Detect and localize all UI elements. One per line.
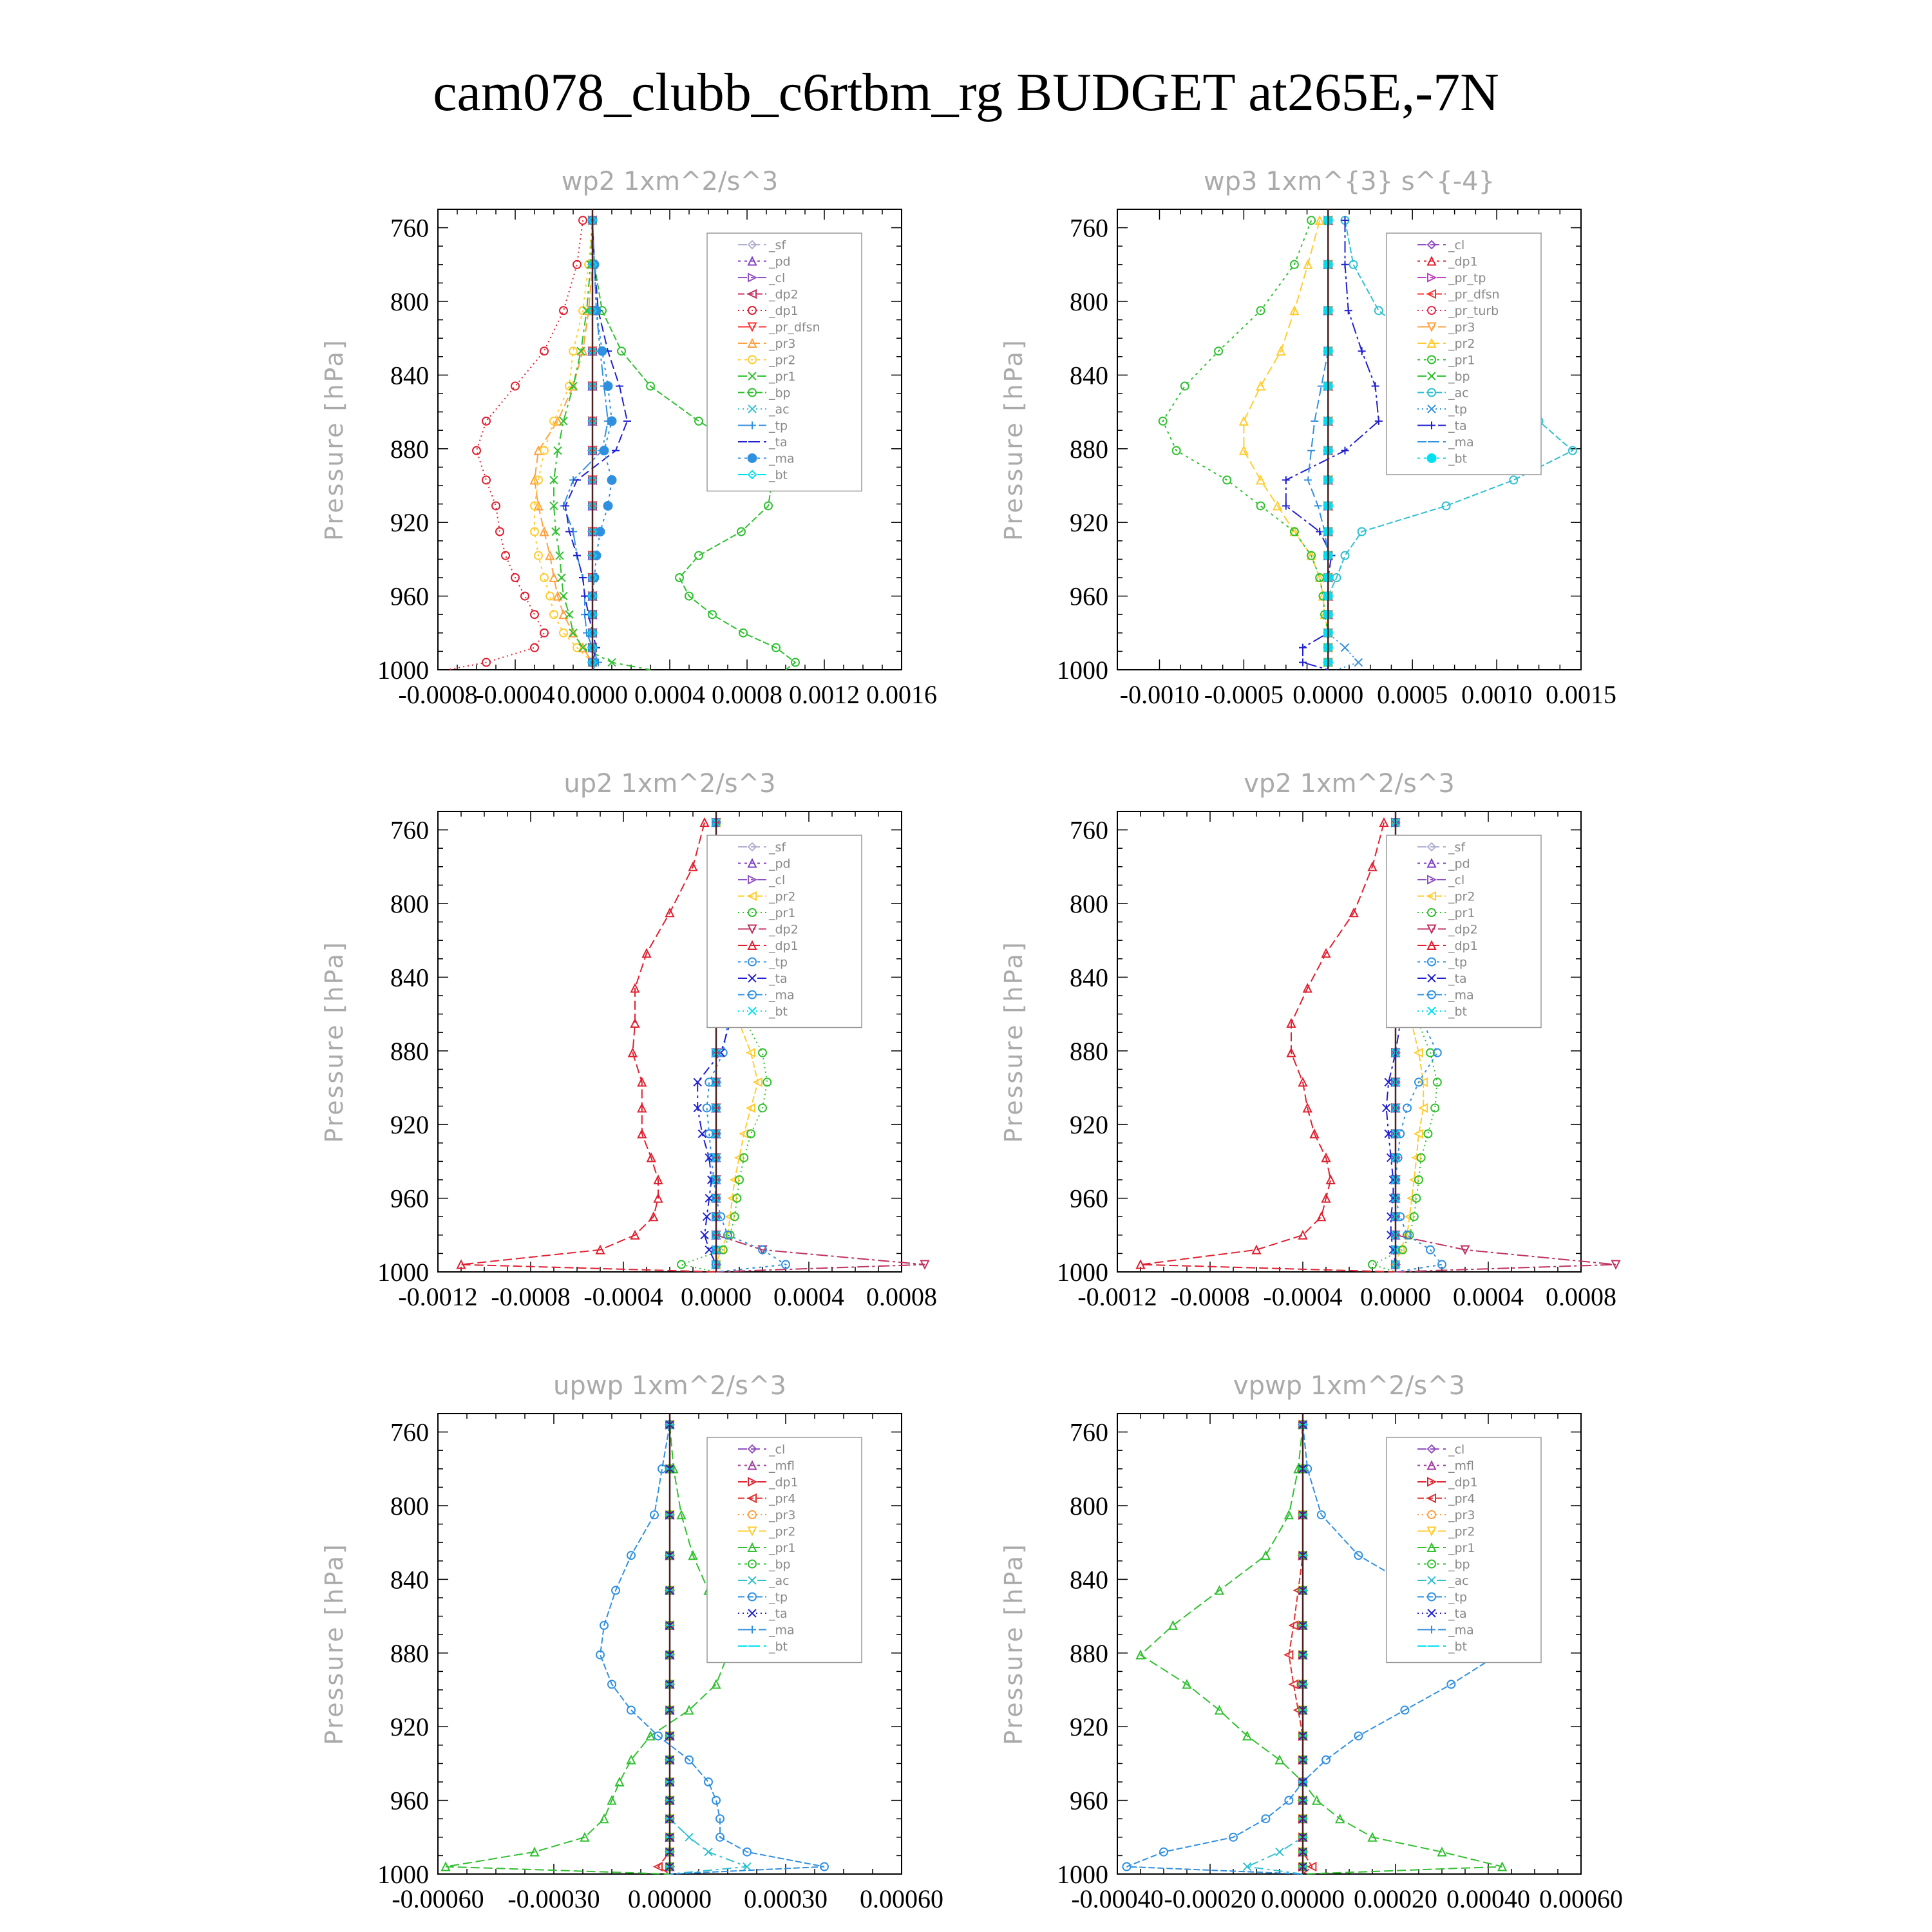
data-point (607, 417, 616, 426)
series-line (461, 822, 716, 1272)
y-tick-label: 920 (390, 508, 429, 538)
legend-label: _cl (1448, 1443, 1465, 1457)
legend-label: _pr_turb (1448, 304, 1499, 318)
legend-label: _bp (769, 1557, 791, 1572)
legend-label: _mfl (769, 1459, 795, 1473)
x-tick-label: -0.0008 (398, 680, 478, 709)
legend-label: _pr3 (769, 337, 796, 351)
legend (1387, 835, 1541, 1028)
data-point (1240, 417, 1247, 425)
legend-label: _ma (1448, 435, 1474, 450)
data-point (531, 644, 538, 652)
series-dp1 (1137, 819, 1396, 1272)
data-point (695, 552, 703, 560)
legend-label: _pr3 (769, 1508, 796, 1522)
series-line (1308, 220, 1328, 670)
legend-label: _dp1 (1448, 939, 1478, 953)
data-point (1318, 1213, 1325, 1220)
y-tick-label: 840 (390, 963, 429, 992)
y-tick-label: 760 (1070, 1417, 1108, 1447)
data-point (1354, 659, 1362, 667)
series-ta (562, 220, 631, 670)
y-tick-label: 1000 (1057, 1860, 1108, 1889)
chart-panel-3 (999, 769, 1620, 1311)
legend-label: _tp (769, 1590, 788, 1605)
data-point (1276, 1848, 1283, 1856)
legend-label: _pr3 (1448, 1508, 1475, 1522)
series-pr3 (531, 216, 596, 670)
data-point (1443, 502, 1450, 509)
data-point (1181, 383, 1189, 390)
y-tick-label: 760 (390, 815, 429, 845)
x-tick-label: -0.00030 (507, 1884, 600, 1913)
data-point (1299, 644, 1307, 652)
data-point (1372, 383, 1379, 390)
series-pr1 (442, 1421, 732, 1874)
figure-title: cam078_clubb_c6rtbm_rg BUDGET at265E,-7N (433, 62, 1499, 122)
y-tick-label: 880 (1070, 434, 1108, 464)
data-point (1307, 216, 1315, 224)
data-point (1262, 1551, 1269, 1559)
data-point (701, 1231, 708, 1239)
x-tick-label: 0.00020 (1354, 1884, 1437, 1913)
data-point (531, 611, 538, 618)
series-line (1141, 822, 1396, 1272)
y-tick-label: 960 (390, 1786, 429, 1815)
series-line (1286, 220, 1379, 670)
data-point (560, 307, 567, 314)
data-point (677, 1261, 685, 1269)
data-point (603, 501, 612, 510)
legend-label: _ta (1448, 419, 1467, 433)
data-point (712, 1680, 720, 1688)
y-axis-label: Pressure [hPa] (320, 940, 348, 1143)
data-point (703, 1104, 711, 1112)
x-tick-label: -0.00040 (1071, 1884, 1164, 1913)
legend-label: _bt (1448, 451, 1468, 466)
data-point (1253, 1246, 1260, 1254)
y-tick-label: 760 (390, 1417, 429, 1447)
legend-label: _pr_dfsn (1448, 287, 1500, 302)
y-tick-label: 920 (390, 1712, 429, 1742)
y-tick-label: 920 (1070, 508, 1108, 538)
y-tick-label: 960 (390, 582, 429, 611)
legend-label: _ac (769, 1574, 790, 1588)
data-point (1341, 261, 1349, 269)
data-point (705, 1778, 712, 1786)
legend-label: _ta (769, 972, 788, 986)
x-tick-label: -0.0008 (1170, 1282, 1250, 1311)
y-tick-label: 880 (390, 1638, 429, 1668)
y-tick-label: 800 (1070, 287, 1108, 316)
chart-panel-1 (999, 167, 1616, 709)
legend-label: _bt (1448, 1640, 1468, 1654)
series-line (1247, 1425, 1303, 1874)
data-point (550, 574, 558, 582)
legend-label: _sf (1448, 840, 1466, 855)
x-tick-label: -0.00020 (1164, 1884, 1256, 1913)
x-tick-label: 0.0004 (634, 680, 705, 709)
legend-label: _dp1 (769, 939, 799, 953)
legend-label: _bp (1448, 1557, 1470, 1572)
legend-label: _dp2 (769, 287, 799, 302)
legend-label: _bp (1448, 370, 1470, 384)
x-tick-label: -0.0010 (1119, 680, 1200, 709)
data-point (600, 1815, 608, 1823)
y-tick-label: 920 (1070, 1712, 1108, 1742)
series-line (535, 220, 592, 670)
series-line (658, 1425, 670, 1874)
x-tick-label: 0.0008 (712, 680, 782, 709)
data-point (1424, 1130, 1432, 1138)
legend-label: _cl (1448, 238, 1465, 252)
series-dp1 (457, 819, 716, 1272)
data-point (521, 592, 529, 600)
legend (707, 233, 862, 491)
data-point (1257, 502, 1265, 509)
data-point (1375, 307, 1383, 314)
x-tick-label: 0.0015 (1546, 680, 1616, 709)
legend-label: _bt (769, 1005, 788, 1019)
legend-label: _ma (769, 1623, 795, 1638)
x-tick-label: 0.0000 (1293, 680, 1364, 709)
y-tick-label: 1000 (377, 656, 429, 685)
series-dp1 (448, 216, 587, 670)
legend-label: _ma (1448, 988, 1474, 1003)
data-point (685, 1833, 693, 1841)
legend-label: _pr4 (1448, 1492, 1475, 1506)
x-tick-label: -0.00060 (392, 1884, 484, 1913)
y-tick-label: 1000 (1057, 1258, 1108, 1287)
y-tick-label: 800 (1070, 1492, 1108, 1520)
legend-label: _dp2 (769, 922, 799, 937)
legend-label: _pr1 (769, 906, 796, 920)
x-tick-label: -0.0005 (1204, 680, 1284, 709)
y-axis-label: Pressure [hPa] (320, 338, 348, 541)
legend-label: _pr1 (769, 370, 796, 384)
panel-title: wp3 1xm^{3} s^{-4} (1203, 167, 1495, 196)
chart-panel-5 (999, 1371, 1623, 1913)
panel-title: vp2 1xm^2/s^3 (1244, 769, 1455, 799)
legend (707, 1437, 862, 1663)
y-axis-label: Pressure [hPa] (999, 1542, 1028, 1745)
legend-label: _pr1 (1448, 353, 1475, 368)
legend-label: _ta (1448, 972, 1467, 986)
legend-label: _ta (769, 1607, 788, 1621)
y-tick-label: 960 (1070, 1786, 1108, 1815)
legend-label: _cl (769, 1443, 786, 1457)
x-tick-label: 0.00060 (1539, 1884, 1623, 1913)
x-tick-label: 0.0000 (557, 680, 628, 709)
data-point (1431, 1104, 1439, 1112)
x-tick-label: 0.00000 (628, 1884, 712, 1913)
legend-label: _sf (769, 238, 786, 252)
legend-label: _pr2 (1448, 337, 1475, 351)
y-tick-label: 1000 (377, 1258, 429, 1287)
chart-panel-2 (320, 769, 937, 1311)
data-point (1282, 476, 1290, 484)
data-point (1327, 1176, 1334, 1184)
legend-marker (748, 454, 757, 463)
data-point (1341, 552, 1349, 560)
x-tick-label: 0.00000 (1261, 1884, 1345, 1913)
x-tick-label: 0.0000 (681, 1282, 752, 1311)
data-point (482, 417, 490, 425)
x-tick-label: 0.0005 (1377, 680, 1448, 709)
legend-label: _bt (769, 1640, 788, 1654)
legend-label: _dp1 (769, 304, 799, 318)
x-tick-label: 0.0016 (866, 680, 937, 709)
data-point (607, 475, 616, 484)
x-tick-label: -0.0004 (1263, 1282, 1343, 1311)
data-point (1415, 1176, 1423, 1184)
x-tick-label: 0.0000 (1360, 1282, 1431, 1311)
data-point (579, 216, 587, 224)
data-point (558, 574, 565, 582)
data-point (560, 592, 567, 600)
data-point (496, 528, 504, 536)
legend-label: _pr2 (1448, 889, 1475, 904)
series-pr2 (1240, 216, 1332, 670)
legend-label: _dp1 (769, 1475, 799, 1490)
data-point (1417, 1154, 1425, 1162)
series-pr1 (550, 216, 650, 670)
data-point (1322, 1756, 1330, 1764)
legend-label: _cl (1448, 873, 1465, 887)
legend-label: _pr_tp (1448, 271, 1486, 285)
data-point (1299, 659, 1307, 667)
y-tick-label: 840 (1070, 1565, 1108, 1595)
legend-marker (1427, 454, 1436, 463)
data-point (1285, 1797, 1293, 1804)
legend-label: _cl (769, 873, 786, 887)
y-tick-label: 960 (1070, 582, 1108, 611)
legend-label: _pd (769, 254, 791, 269)
series-line (554, 220, 650, 670)
data-point (511, 383, 519, 390)
data-point (473, 447, 480, 455)
data-point (540, 629, 548, 637)
data-point (600, 446, 609, 455)
chart-panel-0 (320, 167, 937, 709)
series-pr1 (1159, 216, 1332, 670)
data-point (705, 1848, 712, 1856)
data-point (1341, 644, 1349, 652)
legend-label: _pd (769, 857, 791, 871)
x-tick-label: -0.0008 (491, 1282, 571, 1311)
x-tick-label: 0.00030 (744, 1884, 828, 1913)
legend-label: _ta (769, 435, 788, 450)
legend-label: _pr1 (769, 1541, 796, 1555)
y-tick-label: 800 (390, 287, 429, 316)
legend-label: _ma (769, 451, 795, 466)
legend-label: _sf (769, 840, 786, 855)
x-tick-label: -0.0004 (475, 680, 555, 709)
y-tick-label: 760 (1070, 815, 1108, 845)
y-tick-label: 1000 (377, 1860, 429, 1889)
data-point (616, 1778, 623, 1786)
data-point (676, 574, 683, 582)
data-point (759, 1049, 766, 1057)
data-point (1403, 1104, 1411, 1112)
data-point (540, 574, 548, 582)
y-tick-label: 800 (1070, 889, 1108, 918)
x-tick-label: 0.0010 (1461, 680, 1533, 709)
legend-label: _pd (1448, 857, 1470, 871)
legend-label: _pr2 (1448, 1524, 1475, 1539)
series-line (1328, 220, 1358, 670)
y-tick-label: 760 (1070, 213, 1108, 243)
x-tick-label: 0.00060 (860, 1884, 943, 1913)
legend-label: _ac (769, 402, 790, 417)
data-point (598, 346, 607, 355)
series-line (1244, 220, 1328, 670)
x-tick-label: 0.0004 (1453, 1282, 1524, 1311)
series-pr4 (1285, 1421, 1316, 1874)
legend-label: _dp1 (1448, 1475, 1478, 1490)
y-tick-label: 840 (390, 1565, 429, 1595)
legend (1387, 233, 1541, 475)
data-point (603, 382, 612, 391)
y-tick-label: 840 (1070, 963, 1108, 992)
y-axis-label: Pressure [hPa] (999, 338, 1028, 541)
series-line (1289, 1425, 1312, 1874)
data-point (1358, 347, 1366, 355)
legend-label: _tp (769, 419, 788, 433)
y-tick-label: 960 (1070, 1184, 1108, 1213)
data-point (577, 347, 585, 355)
legend-label: _tp (769, 955, 788, 970)
legend-label: _tp (1448, 1590, 1468, 1605)
y-axis-label: Pressure [hPa] (999, 940, 1028, 1143)
y-tick-label: 760 (390, 213, 429, 243)
legend-label: _pr4 (769, 1492, 796, 1506)
legend-label: _pr_dfsn (769, 320, 820, 335)
legend (1387, 1437, 1541, 1663)
legend-label: _ma (769, 988, 795, 1003)
y-tick-label: 1000 (1057, 656, 1108, 685)
legend-label: _pr3 (1448, 320, 1475, 335)
y-tick-label: 880 (1070, 1036, 1108, 1066)
legend-label: _pr1 (1448, 906, 1475, 920)
data-point (540, 347, 548, 355)
legend-label: _pr2 (769, 353, 796, 368)
series-line (535, 220, 592, 670)
series-tp (1324, 216, 1362, 670)
panel-title: up2 1xm^2/s^3 (564, 769, 776, 799)
panel-title: vpwp 1xm^2/s^3 (1233, 1371, 1466, 1401)
y-axis-label: Pressure [hPa] (320, 1542, 348, 1745)
legend-label: _ma (1448, 1623, 1474, 1638)
data-point (573, 261, 581, 269)
y-tick-label: 800 (390, 1492, 429, 1520)
chart-panel-4 (320, 1371, 943, 1913)
data-point (1345, 307, 1352, 314)
x-tick-label: 0.0012 (789, 680, 860, 709)
y-tick-label: 840 (1070, 361, 1108, 390)
series-ta (1282, 216, 1383, 670)
panel-title: upwp 1xm^2/s^3 (553, 1371, 786, 1401)
series-line (446, 1425, 728, 1874)
y-tick-label: 960 (390, 1184, 429, 1213)
y-tick-label: 920 (1070, 1110, 1108, 1140)
y-tick-label: 840 (390, 361, 429, 390)
data-point (482, 476, 490, 484)
legend-label: _ac (1448, 386, 1469, 401)
x-tick-label: 0.00040 (1446, 1884, 1530, 1913)
y-tick-label: 880 (390, 1036, 429, 1066)
legend-label: _dp2 (1448, 922, 1478, 937)
legend-label: _ac (1448, 1574, 1469, 1588)
legend-label: _bt (1448, 1005, 1468, 1019)
data-point (1510, 476, 1517, 484)
x-tick-label: 0.0008 (1546, 1282, 1616, 1311)
y-tick-label: 920 (390, 1110, 429, 1140)
x-tick-label: 0.0004 (773, 1282, 844, 1311)
series-ac (1244, 1421, 1307, 1874)
x-tick-label: -0.0012 (1077, 1282, 1157, 1311)
series-line (565, 220, 627, 670)
data-point (631, 1019, 639, 1027)
series-pr4 (654, 1421, 674, 1874)
legend-label: _pr1 (1448, 1541, 1475, 1555)
legend-label: _pr2 (769, 1524, 796, 1539)
legend-label: _tp (1448, 955, 1468, 970)
x-tick-label: -0.0004 (583, 1282, 663, 1311)
y-tick-label: 880 (390, 434, 429, 464)
data-point (1341, 447, 1349, 455)
data-point (560, 629, 567, 637)
series-line (1163, 220, 1329, 670)
legend-label: _pr2 (769, 889, 796, 904)
data-point (695, 417, 703, 425)
y-tick-label: 880 (1070, 1638, 1108, 1668)
data-point (763, 1078, 771, 1086)
data-point (1380, 819, 1388, 826)
series-pr2 (531, 216, 596, 670)
legend-label: _tp (1448, 402, 1468, 417)
legend-label: _bt (769, 468, 788, 482)
y-tick-label: 800 (390, 889, 429, 918)
panel-title: wp2 1xm^2/s^3 (561, 167, 779, 196)
x-tick-label: -0.0012 (398, 1282, 478, 1311)
series-line (448, 220, 583, 670)
x-tick-label: 0.0008 (866, 1282, 937, 1311)
legend (707, 835, 862, 1028)
legend-label: _cl (769, 271, 786, 285)
legend-label: _bp (769, 386, 791, 401)
data-point (1257, 383, 1265, 390)
data-point (1316, 216, 1323, 224)
data-point (701, 819, 708, 826)
legend-label: _ta (1448, 1607, 1467, 1621)
legend-label: _dp1 (1448, 254, 1478, 269)
legend-label: _mfl (1448, 1459, 1474, 1473)
